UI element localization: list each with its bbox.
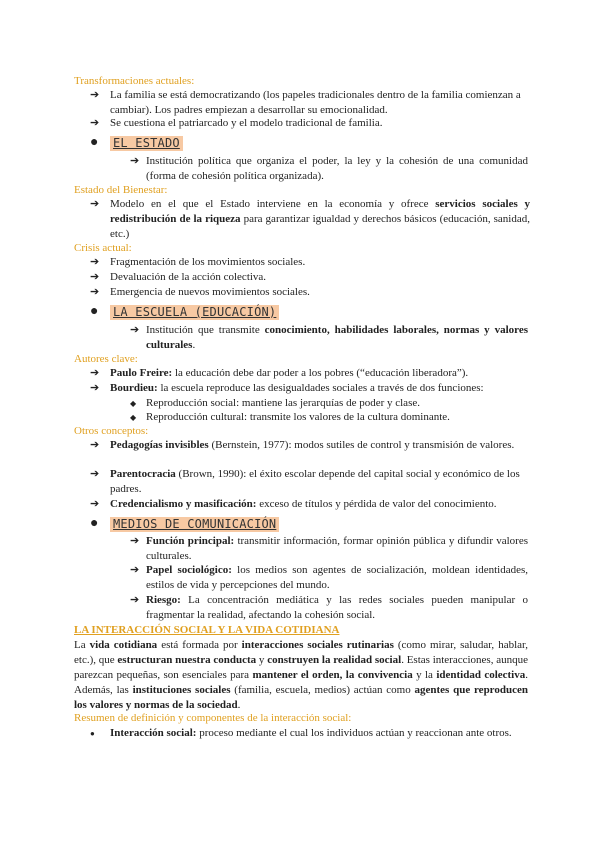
list-item-text: Reproducción cultural: transmite los valores de la cultura dominante. [146,411,450,423]
arrow-icon: ➔ [130,155,140,167]
list-item [90,88,530,118]
list-item [90,285,530,300]
medios-heading: ● MEDIOS DE COMUNICACIÓN [90,514,279,534]
list-item [90,116,530,131]
list-item-text: Se cuestiona el patriarcado y el modelo tradicional de familia. [110,117,383,129]
bullet-icon: ● [90,135,99,150]
list-item [90,467,530,497]
list-item [90,497,530,512]
autores-title: Autores clave: [74,353,138,365]
list-item-text: Devaluación de la acción colectiva. [110,271,267,283]
arrow-icon: ➔ [90,382,100,394]
list-item-text: Interacción social: proceso mediante el cual los individuos actúan y reaccionan ante otros. [110,727,512,739]
estado-heading: ● EL ESTADO [90,133,183,153]
list-item-text: Pedagogías invisibles (Bernstein, 1977): modos sutiles de control y transmisión de valores. [110,439,515,451]
list-item [90,270,530,285]
interaccion-title: LA INTERACCIÓN SOCIAL Y LA VIDA COTIDIANA [74,624,340,636]
arrow-icon: ➔ [90,498,100,510]
list-item [130,563,528,593]
list-item-text: Parentocracia (Brown, 1990): el éxito escolar depende del capital social y económico de los padres. [110,468,520,495]
bienestar-title: Estado del Bienestar: [74,184,168,196]
list-item [90,197,530,242]
arrow-icon: ➔ [90,439,100,451]
bullet-icon: ● [90,304,99,319]
arrow-icon: ➔ [90,117,100,129]
bullet-icon: ● [90,516,99,531]
otros-title: Otros conceptos: [74,425,149,437]
arrow-icon: ➔ [130,324,140,336]
list-item [130,410,530,425]
arrow-icon: ➔ [90,256,100,268]
arrow-icon: ➔ [90,271,100,283]
bullet-icon: ● [90,729,95,738]
list-item-text: Función principal: transmitir información, formar opinión pública y difundir valores culturales. [146,535,528,562]
escuela-heading: ● LA ESCUELA (EDUCACIÓN) [90,302,279,322]
arrow-icon: ➔ [90,89,100,101]
list-item [90,438,530,453]
list-item [90,726,530,741]
list-item-text: Fragmentación de los movimientos sociales. [110,256,306,268]
list-item-text: Credencialismo y masificación: exceso de títulos y pérdida de valor del conocimiento. [110,498,497,510]
resumen-title: Resumen de definición y componentes de la interacción social: [74,712,352,724]
arrow-icon: ➔ [90,367,100,379]
list-item-text: La familia se está democratizando (los papeles tradicionales dentro de la familia comienzan a cambiar). Los padres empiezan a desarrollar su emocionalidad. [110,89,521,116]
list-item-text: Reproducción social: mantiene las jerarquías de poder y clase. [146,397,420,409]
diamond-icon: ◆ [130,399,137,408]
list-item-text: Papel sociológico: los medios son agentes de socialización, moldean identidades, estilos de vida y percepciones del mundo. [146,564,529,591]
transformaciones-title: Transformaciones actuales: [74,75,195,87]
list-item-text: Institución política que organiza el poder, la ley y la cohesión de una comunidad (forma de cohesión política organizada). [146,155,528,182]
list-item-text: Paulo Freire: la educación debe dar poder a los pobres (“educación liberadora”). [110,367,469,379]
arrow-icon: ➔ [130,564,140,576]
list-item-text: Modelo en el que el Estado interviene en la economía y ofrece servicios sociales y redistribución de la riqueza para garantizar igualdad y derechos básicos (educación, sanidad, etc.) [110,198,530,240]
arrow-icon: ➔ [130,535,140,547]
list-item [90,381,530,396]
list-item [130,323,528,353]
list-item-text: Institución que transmite conocimiento, habilidades laborales, normas y valores culturales. [146,324,528,351]
list-item [130,154,528,184]
arrow-icon: ➔ [90,468,100,480]
arrow-icon: ➔ [90,198,100,210]
list-item [130,593,528,623]
list-item-text: Riesgo: La concentración mediática y las redes sociales pueden manipular o fragmentar la realidad, afectando la cohesión social. [146,594,528,621]
diamond-icon: ◆ [130,413,137,422]
list-item [130,396,530,411]
crisis-title: Crisis actual: [74,242,132,254]
arrow-icon: ➔ [90,286,100,298]
list-item [90,366,530,381]
interaccion-paragraph: La vida cotidiana está formada por interacciones sociales rutinarias (como mirar, saludar, hablar, etc.), que estructuran nuestra conducta y construyen la realidad social. Estas interacciones, aunque parezcan pequeñas, son esenciales para mantener el orden, la convivencia y la identidad colectiva. Además, las instituciones sociales (familia, escuela, medios) actúan como agentes que reproducen los valores y normas de la sociedad. [74,639,528,711]
list-item-text: Emergencia de nuevos movimientos sociales. [110,286,310,298]
list-item [130,534,528,564]
list-item-text: Bourdieu: la escuela reproduce las desigualdades sociales a través de dos funciones: [110,382,484,394]
list-item [90,255,530,270]
arrow-icon: ➔ [130,594,140,606]
